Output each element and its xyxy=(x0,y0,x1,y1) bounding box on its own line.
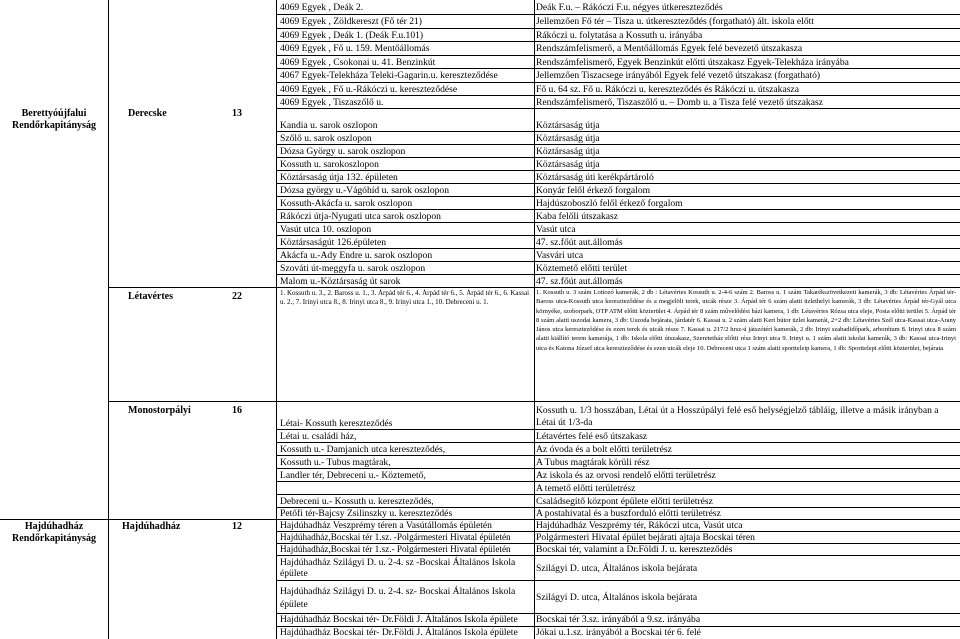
description-cell: A postahivatal és a buszforduló előtti területrész xyxy=(536,508,721,519)
description-cell: 1. Kossuth u. 3 szám Lottozó kamerák, 2 db : Létavértes Kossuth u. 2-4-6 szám 2. Baross u. 1 szám Takarékszövetkezeti kamerák, 3 db: Létavértes Árpád tér-Baross utca-Kossuth utca kereszteződése és a megjelölt terek, utcák része 3. Árpád tér 6 szám alatti üzlethelyi kamerák, 3 db: Létavértes Árpád tér-Gyál utca környéke, szoborpark, OTP ATM előtti közterület 4. Árpád tér 8 szám művelődési házi kamera, 1 db: Létavértes Rózsa utca eleje, Posta előtti terület 5. Árpád tér 8 szám alatti uszodai kamera, 3 db: Uszoda bejárata, járdatér 6. Kassai u. 2 szám alatti Kert bútor üzlet kamerái, 2+2 db: Létavértes Szél utca-Kassai utca-Arany János utca kereszteződése és ezen terek és utcák része 7. Kassai u. 217/2 hrsz-ú játszótéri kamerák, 2 db: Irinyi szabadidőpark, arborétum 8. Irinyi utca 8 szám alatti kiállító terem kamerája, 1 db: Iskola előtti útszakasz, Szeretetház előtti rész Irinyi utca 9. Irinyi u. 1 szám alatti iskolai kamerák, 3 db: Kassai utca-Irinyi utca és Katona József utca kereszteződése és ezen utcák eleje 10. Debreceni utca 1 szám alatti sportteleip kamera, 1 db: Sporttelepi előtti közterület, bejárata xyxy=(536,289,956,352)
location-cell: Létai- Kossuth kereszteződés xyxy=(280,418,393,429)
location-cell: Kossuth u.- Tubus magtárak, xyxy=(280,457,391,468)
location-cell: 4069 Egyek , Deák 1. (Deák F.u.101) xyxy=(280,30,424,41)
location-cell: 1. Kossuth u. 3., 2. Baross u. 1., 3. Árpád tér 6., 4. Árpád tér 6., 5. Árpád tér 6., 6. Kassai u. 2., 7. Irinyi utca 8., 8. Irinyi utca 8., 9. Irinyi utca 1., 10. Debreceni u. 1. xyxy=(280,289,530,307)
row-line xyxy=(276,108,960,109)
row-line xyxy=(276,442,960,443)
description-cell: Családsegítő központ épülete előtti területrész xyxy=(536,496,713,507)
city-name: Derecske xyxy=(128,108,167,119)
description-cell: Hajdúszoboszló felől érkező forgalom xyxy=(536,198,683,209)
row-line xyxy=(276,494,960,495)
description-cell: Rendszámfelismerő, a Mentőállomás Egyek felé bevezető útszakasza xyxy=(536,43,803,54)
description-cell: Bocskai tér, valamint a Dr.Földi J. u. kereszteződés xyxy=(536,544,733,555)
police-station-label: Rendőrkapitányság xyxy=(12,533,96,544)
police-station-label: Berettyóújfalui xyxy=(21,108,87,119)
col-divider-1 xyxy=(108,0,109,639)
description-cell: Jókai u.1.sz. irányából a Bocskai tér 6. felé xyxy=(536,627,701,638)
location-cell: Létai u. családi ház, xyxy=(280,431,357,442)
location-cell: Akácfa u.-Ady Endre u. sarok oszlopon xyxy=(280,250,433,261)
location-cell: Hajdúhadház,Bocskai tér 1.sz.- Polgármesteri Hivatal épületén xyxy=(280,544,511,554)
description-cell: Létavértes felé eső útszakasz xyxy=(536,431,648,442)
location-cell: 4069 Egyek , Fő u.-Rákóczi u. kereszteződése xyxy=(280,84,458,95)
city-name: Monostorpályi xyxy=(128,405,191,416)
location-cell: Hajdúhadház Szilágyi D. u. 2-4. sz- Bocskai Általános Iskola xyxy=(280,586,516,597)
row-line xyxy=(276,55,960,56)
camera-count: 22 xyxy=(232,291,242,302)
row-line xyxy=(276,248,960,249)
row-line xyxy=(276,555,960,556)
row-line xyxy=(276,157,960,158)
location-cell: Köztársaság útja 132. épületen xyxy=(280,172,398,183)
description-cell: Konyár felől érkező forgalom xyxy=(536,185,651,196)
location-cell: Debreceni u.- Kossuth u. kereszteződés, xyxy=(280,496,434,507)
police-station-label: Hajdúhadház xyxy=(24,521,84,532)
description-cell: Rendszámfelismerő, Tiszaszőlő u. – Domb u. a Tisza felé vezető útszakasz xyxy=(536,97,823,108)
description-cell: Köztársaság útja xyxy=(536,159,600,170)
description-cell: 47. sz.főút aut.állomás xyxy=(536,237,623,248)
description-cell: Kossuth u. 1/3 hosszában, Létai út a Hosszúpályi felé eső helységjelző tábláig, illetve a másik irányban a Létai út 1/3-da xyxy=(536,405,939,428)
location-cell: Szováti út-meggyfa u. sarok oszlopon xyxy=(280,263,426,274)
row-line xyxy=(276,468,960,469)
description-cell: Köztársaság úti kerékpártároló xyxy=(536,172,654,183)
location-cell: Kandia u. sarok oszlopon xyxy=(280,120,378,131)
row-line xyxy=(276,28,960,29)
description-cell: 47. sz.főút aut.állomás xyxy=(536,276,623,287)
row-line xyxy=(276,235,960,236)
camera-count: 16 xyxy=(232,405,242,416)
location-cell: Kossuth u.- Damjanich utca kereszteződés, xyxy=(280,444,446,455)
camera-count: 12 xyxy=(232,521,242,532)
location-cell: 4069 Egyek , Fő u. 159. Mentőállomás xyxy=(280,43,430,54)
row-line xyxy=(276,68,960,69)
location-cell: 4069 Egyek , Deák 2. xyxy=(280,2,364,13)
row-line xyxy=(276,261,960,262)
police-station-label: Rendőrkapitányság xyxy=(12,120,96,131)
location-cell: Dózsa györgy u.-Vágóhíd u. sarok oszlopon xyxy=(280,185,450,196)
location-cell: Vasút utca 10. oszlopon xyxy=(280,224,372,235)
description-cell: Jellemzően Fő tér – Tisza u. útkereszteződés (forgatható) ált. iskola előtt xyxy=(536,16,814,27)
location-cell: Landler tér, Debreceni u.- Köztemető, xyxy=(280,470,426,481)
location-cell: 4069 Egyek , Zöldkereszt (Fő tér 21) xyxy=(280,16,423,27)
description-cell: A temető előtti területrész xyxy=(536,483,636,494)
description-cell: Az óvoda és a bolt előtti területrész xyxy=(536,444,672,455)
description-cell: Köztemető előtti terület xyxy=(536,263,628,274)
description-cell: Hajdúhadház Veszprémy tér, Rákóczi utca, Vasút utca xyxy=(536,520,743,531)
location-cell: Hajdúhadház Bocskai tér- Dr.Földi J. Általános Iskola épülete xyxy=(280,627,518,638)
description-cell: Vasút utca xyxy=(536,224,576,235)
location-cell: Szőlő u. sarok oszlopon xyxy=(280,133,372,144)
row-line xyxy=(276,95,960,96)
row-line xyxy=(276,14,960,15)
description-cell: Deák F.u. – Rákóczi F.u. négyes útkereszteződés xyxy=(536,2,723,13)
section-line xyxy=(108,401,960,402)
camera-count: 13 xyxy=(232,108,242,119)
row-line xyxy=(276,209,960,210)
description-cell: Köztársaság útja xyxy=(536,120,600,131)
description-cell: Köztársaság útja xyxy=(536,146,600,157)
location-cell: 4069 Egyek , Tiszaszőlő u. xyxy=(280,97,384,108)
location-cell: 4067 Egyek-Telekháza Teleki-Gagarin.u. kereszteződése xyxy=(280,70,498,81)
description-cell: Bocskai tér 3.sz. irányából a 9.sz. irányába xyxy=(536,614,701,625)
row-line xyxy=(276,183,960,184)
description-cell: Rákóczi u. folytatása a Kossuth u. irányába xyxy=(536,30,703,41)
row-line xyxy=(276,481,960,482)
description-cell: Köztársaság útja xyxy=(536,133,600,144)
description-cell: Kaba felőli útszakasz xyxy=(536,211,619,222)
row-line xyxy=(276,580,960,581)
description-cell: Polgármesteri Hivatal épület bejárati ajtaja Bocskai téren xyxy=(536,532,755,543)
location-cell: 4069 Egyek , Csokonai u. 41. Benzinkút xyxy=(280,57,436,68)
description-cell: Az iskola és az orvosi rendelő előtti területrész xyxy=(536,470,716,481)
row-line xyxy=(276,455,960,456)
location-cell: Hajdúhadház Veszprémy téren a Vasútállomás épületén xyxy=(280,520,492,531)
city-name: Hajdúhadház xyxy=(122,521,181,532)
row-line xyxy=(276,222,960,223)
row-line xyxy=(276,41,960,42)
description-cell: Vasvári utca xyxy=(536,250,584,261)
location-cell: Hajdúhadház Bocskai tér- Dr.Földi J. Általános Iskola épülete xyxy=(280,614,518,625)
location-cell: Kossuth-Akácfa u. sarok oszlopon xyxy=(280,198,413,209)
description-cell: A Tubus magtárak körüli rész xyxy=(536,457,650,468)
location-cell: épülete xyxy=(280,568,308,579)
description-cell: Jellemzően Tiszacsege irányából Egyek felé vezető útszakasz (forgatható) xyxy=(536,70,821,81)
row-line xyxy=(276,131,960,132)
row-line xyxy=(276,170,960,171)
row-line xyxy=(276,429,960,430)
location-cell: Hajdúhadház Szilágyi D. u. 2-4. sz -Bocskai Általános Iskola xyxy=(280,557,516,568)
location-cell: Hajdúhadház,Bocskai tér 1.sz. -Polgármesteri Hivatal épületén xyxy=(280,532,511,542)
row-line xyxy=(276,196,960,197)
location-cell: Rákóczi útja-Nyugati utca sarok oszlopon xyxy=(280,211,441,222)
location-cell: Dózsa György u. sarok oszlopon xyxy=(280,146,406,157)
row-line xyxy=(276,274,960,275)
row-line xyxy=(276,144,960,145)
location-cell: Petőfi tér-Bajcsy Zsilinszky u. kereszteződés xyxy=(280,508,453,519)
location-cell: épülete xyxy=(280,599,308,610)
description-cell: Szilágyi D. utca, Általános iskola bejárata xyxy=(536,592,698,603)
city-name: Létavértes xyxy=(128,291,173,302)
row-line xyxy=(276,82,960,83)
location-cell: Kossuth u. sarokoszlopon xyxy=(280,159,379,170)
location-cell: Köztársaságút 126.épületen xyxy=(280,237,387,248)
description-cell: Rendszámfelismerő, Egyek Benzinkút előtti útszakasz Egyek-Telekháza irányába xyxy=(536,57,849,68)
description-cell: Fő u. 64 sz. Fő u. Rákóczi u. kereszteződés és Rákóczi u. útszakasza xyxy=(536,84,799,95)
description-cell: Szilágyi D. utca, Általános iskola bejárata xyxy=(536,563,698,574)
location-cell: Malom u.-Köztársaság út sarok xyxy=(280,276,401,287)
